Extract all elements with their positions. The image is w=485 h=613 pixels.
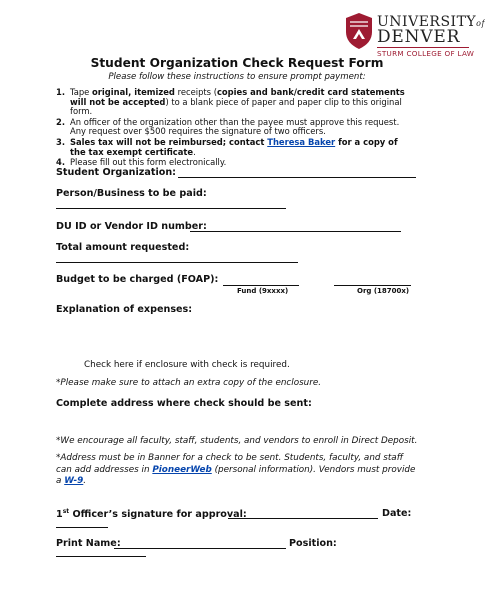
instruction-item-2: 2. An officer of the organization other than the payee must approve this request. Any request over $500 requires the signature of two officers. [56, 116, 400, 137]
enclosure-note: *Please make sure to attach an extra copy of the enclosure. [56, 378, 322, 388]
form-subtitle: Please follow these instructions to ensure prompt payment: [108, 72, 366, 82]
instruction-number: 4. [56, 157, 66, 168]
signature-label: 1st Officer’s signature for approval: [56, 508, 247, 521]
instruction-number: 1. [56, 87, 66, 97]
signature-field[interactable] [228, 518, 378, 519]
university-logo [344, 12, 485, 58]
university-seal-icon [344, 12, 374, 50]
fund-field[interactable] [223, 285, 299, 286]
logo-college-text: STURM COLLEGE OF LAW [377, 49, 475, 58]
logo-university-text: UNIVERSITYof [377, 14, 485, 30]
enclosure-checkbox-label: Check here if enclosure with check is required. [84, 360, 290, 370]
vendor-id-label: DU ID or Vendor ID number: [56, 221, 207, 232]
instruction-number: 3. [56, 136, 66, 147]
instruction-item-3: 3. Sales tax will not be reimbursed; contact Theresa Baker for a copy of the tax exempt certificate. [56, 136, 398, 157]
w9-link[interactable]: W-9 [64, 476, 84, 486]
vendor-id-field[interactable] [190, 231, 401, 232]
position-field[interactable] [56, 556, 146, 557]
instruction-number: 2. [56, 116, 66, 127]
instruction-item-4: 4. Please fill out this form electronically. [56, 157, 227, 168]
form-title: Student Organization Check Request Form [90, 56, 384, 70]
fund-caption: Fund (9xxxx) [237, 287, 289, 295]
address-field[interactable] [56, 412, 416, 430]
payee-label: Person/Business to be paid: [56, 188, 207, 199]
date-field[interactable] [56, 527, 108, 528]
amount-field[interactable] [56, 262, 298, 263]
explanation-label: Explanation of expenses: [56, 304, 193, 315]
print-name-label: Print Name: [56, 538, 121, 549]
payee-field[interactable] [56, 208, 286, 209]
date-label: Date: [382, 508, 412, 519]
address-label: Complete address where check should be sent: [56, 398, 312, 409]
instruction-item-1: 1. Tape original, itemized receipts (copies and bank/credit card statements will not be accepted) to a blank piece of paper and paper clip to this original form. [56, 87, 405, 117]
student-org-label: Student Organization: [56, 167, 176, 178]
enclosure-checkbox[interactable] [70, 360, 80, 370]
logo-denver-text: DENVER [377, 27, 461, 47]
theresa-baker-link[interactable]: Theresa Baker [267, 136, 336, 147]
pioneerweb-link[interactable]: PioneerWeb [152, 464, 212, 475]
org-field[interactable] [334, 285, 411, 286]
amount-label: Total amount requested: [56, 242, 190, 253]
instructions-list [56, 88, 416, 168]
org-caption: Org (18700x) [357, 287, 410, 295]
banner-address-note: *Address must be in Banner for a check to be sent. Students, faculty, and staff can add addresses in PioneerWeb (personal information). Vendors must provide a W-9. [56, 453, 416, 486]
print-name-field[interactable] [114, 548, 286, 549]
explanation-field[interactable] [56, 318, 416, 356]
logo-divider [377, 47, 469, 48]
direct-deposit-note: *We encourage all faculty, staff, students, and vendors to enroll in Direct Deposit. [56, 436, 418, 446]
student-org-field[interactable] [178, 177, 416, 178]
budget-label: Budget to be charged (FOAP): [56, 274, 219, 285]
position-label: Position: [289, 538, 337, 549]
